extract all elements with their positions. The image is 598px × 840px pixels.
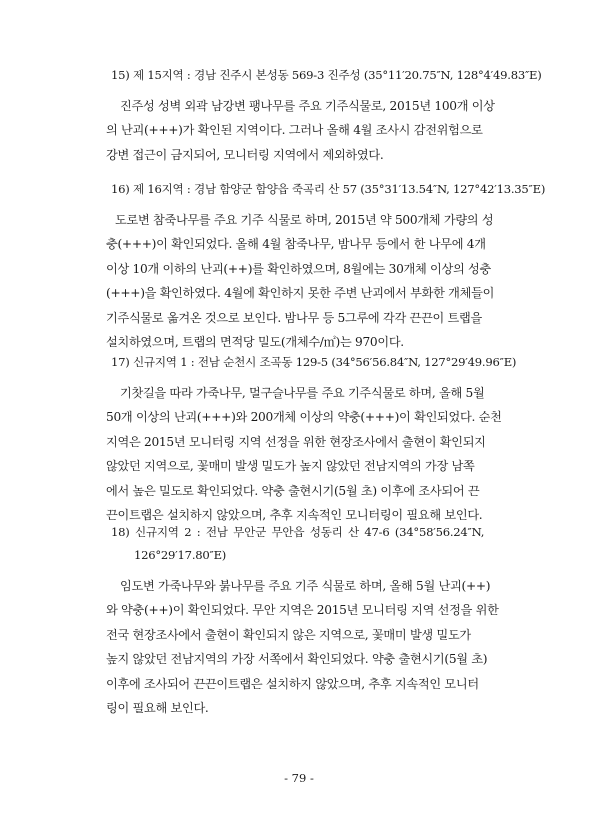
- paragraph-line: 50개 이상의 난괴(+++)와 200개체 이상의 약충(+++)이 확인되었다. 순천: [106, 410, 502, 425]
- paragraph-line: 에서 높은 밀도로 확인되었다. 약충 출현시기(5월 초) 이후에 조사되어 끈: [106, 483, 480, 498]
- paragraph-line: 높지 않았던 전남지역의 가장 서쪽에서 확인되었다. 약충 출현시기(5월 초): [106, 652, 488, 667]
- section-17-paragraph: [106, 381, 516, 527]
- section-18-paragraph: [106, 574, 516, 720]
- paragraph-line: (+++)을 확인하였다. 4월에 확인하지 못한 주변 난괴에서 부화한 개체들이: [106, 286, 495, 301]
- paragraph-line: 와 약충(++)이 확인되었다. 무안 지역은 2015년 모니터링 지역 선정을 위한: [106, 603, 499, 618]
- section-15-paragraph: [106, 94, 516, 167]
- paragraph-line: 강변 접근이 금지되어, 모니터링 지역에서 제외하였다.: [106, 147, 384, 162]
- paragraph-line: 전국 현장조사에서 출현이 확인되지 않은 지역으로, 꽃매미 발생 밀도가: [106, 627, 471, 642]
- paragraph-line: 이후에 조사되어 끈끈이트랩은 설치하지 않았으며, 추후 지속적인 모니터: [106, 676, 479, 691]
- paragraph-line: 기찻길을 따라 가죽나무, 멀구슬나무를 주요 기주식물로 하며, 올해 5월: [120, 386, 485, 400]
- heading-line: 126°29′17.80″E): [134, 548, 227, 562]
- heading-line: 18) 신규지역 2 : 전남 무안군 무안읍 성동리 산 47-6 (34°58′56.24″N,: [111, 525, 485, 539]
- section-18-heading: [111, 523, 484, 564]
- paragraph-line: 기주식물로 옮겨온 것으로 보인다. 밤나무 등 5그루에 각각 끈끈이 트랩을: [106, 310, 482, 325]
- paragraph-line: 이상 10개 이하의 난괴(++)를 확인하였으며, 8월에는 30개체 이상의 성충: [106, 261, 491, 276]
- heading-line: 17) 신규지역 1 : 전남 순천시 조곡동 129-5 (34°56′56.84″N, 127°29′49.96″E): [111, 355, 517, 369]
- page-number: - 79 -: [284, 771, 314, 785]
- paragraph-line: 설치하였으며, 트랩의 면적당 밀도(개체수/㎡)는 970이다.: [106, 335, 404, 350]
- heading-line: 16) 제 16지역 : 경남 함양군 함양읍 죽곡리 산 57 (35°31′13.54″N, 127°42′13.35″E): [111, 182, 546, 196]
- paragraph-line: 충(+++)이 확인되었다. 올해 4월 참죽나무, 밤나무 등에서 한 나무에 4개: [106, 237, 486, 252]
- paragraph-line: 않았던 지역으로, 꽃매미 발생 밀도가 높지 않았던 전남지역의 가장 남쪽: [106, 459, 475, 474]
- paragraph-line: 임도변 가죽나무와 붉나무를 주요 기주 식물로 하며, 올해 5월 난괴(++): [120, 579, 491, 593]
- paragraph-line: 진주성 성벽 외곽 남강변 팽나무를 주요 기주식물로, 2015년 100개 이상: [120, 99, 495, 113]
- heading-line: 15) 제 15지역 : 경남 진주시 본성동 569-3 진주성 (35°11′20.75″N, 128°4′49.83″E): [111, 68, 542, 82]
- section-16-heading: [111, 180, 545, 198]
- paragraph-line: 의 난괴(+++)가 확인된 지역이다. 그러나 올해 4월 조사시 감전위험으로: [106, 123, 483, 138]
- paragraph-line: 링이 필요해 보인다.: [106, 701, 209, 716]
- paragraph-line: 지역은 2015년 모니터링 지역 선정을 위한 현장조사에서 출현이 확인되지: [106, 434, 486, 449]
- paragraph-line: 끈이트랩은 설치하지 않았으며, 추후 지속적인 모니터링이 필요해 보인다.: [106, 508, 483, 523]
- section-17-heading: [111, 353, 516, 371]
- section-15-heading: [111, 66, 542, 84]
- paragraph-line: 도로변 참죽나무를 주요 기주 식물로 하며, 2015년 약 500개체 가량의 성: [115, 213, 494, 227]
- section-16-paragraph: [106, 208, 516, 354]
